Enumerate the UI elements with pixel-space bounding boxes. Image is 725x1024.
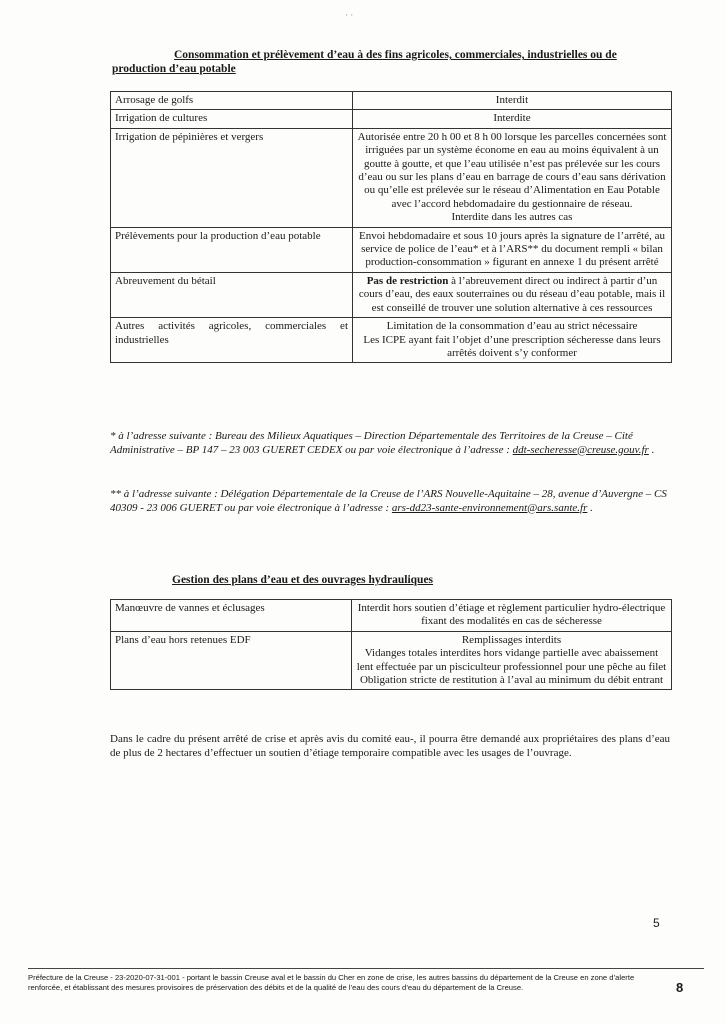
rule-text: Limitation de la consommation d’eau au strict nécessaire [386,320,638,333]
table-row [111,631,672,690]
consommation-table [110,91,672,363]
email-link-ddt[interactable]: ddt-secheresse@creuse.gouv.fr [512,443,649,456]
activity-cell: Autres activités agricoles, commerciales et industrielles [111,318,353,363]
table-row [111,128,672,227]
page-number: 5 [653,916,660,930]
activity-cell: Plans d’eau hors retenues EDF [111,631,352,690]
rule-line: Vidanges totales interdites hors vidange partielle avec abaissement lent effectuée par un pisciculteur professionnel pour une pêche au filet [356,647,667,673]
rule-text: à l’abreuvement direct ou indirect à partir d’un cours d’eau, des eaux souterraines ou du réseau d’eau potable, mais il est conseillé de trouver une solution alternative à ces ressources [358,274,666,314]
rule-line: Obligation stricte de restitution à l’aval au minimum du débit entrant [359,674,664,687]
activity-cell: Irrigation de cultures [111,110,353,128]
table-row [111,110,672,128]
footer-page-number: 8 [676,980,684,995]
table-row [111,92,672,110]
activity-cell: Abreuvement du bétail [111,272,353,317]
rule-text: Autorisée entre 20 h 00 et 8 h 00 lorsque les parcelles concernées sont irriguées par un système économe en eau au moins équivalent à un goutte à goutte, et que l’eau utilisée n’est pas prélevée sur les cours d’eau ou sur les plans d’eau en barrage de cours d’eau sans dérivation ou qu’elle est prélevée sur le réseau d’Alimentation en Eau Potable avec l’accord hebdomadaire du gestionnaire de réseau. [357,130,667,210]
footnote-ars [110,488,670,515]
activity-cell: Arrosage de golfs [111,92,353,110]
rule-cell [353,318,672,363]
email-link-ars[interactable]: ars-dd23-sante-environnement@ars.sante.fr [391,501,588,514]
section-title-line2: production d’eau potable [112,63,236,75]
activity-cell: Prélèvements pour la production d’eau potable [111,227,353,272]
footnote-text: * à l’adresse suivante : Bureau des Milieux Aquatiques – Direction Départementale des Territoires de la Creuse – Cité Administrative – BP 147 – 23 003 GUERET CEDEX ou par voie électronique à l’adresse : [110,430,633,456]
activity-cell: Manœuvre de vannes et éclusages [111,600,352,632]
footnote-ddt [110,430,670,457]
rule-extra-text: Les ICPE ayant fait l’objet d’une prescription sécheresse dans leurs arrêtés doivent s’y conformer [363,333,661,359]
rule-cell: Interdite [353,110,672,128]
rule-lead-text: Pas de restriction [366,274,449,287]
rule-cell: Interdit hors soutien d’étiage et règlement particulier hydro-électrique fixant des modalités en cas de sécheresse [352,600,672,632]
footnote-end: . [587,501,593,514]
rule-line: Remplissages interdits [461,633,562,646]
section-title-line1: Consommation et prélèvement d’eau à des fins agricoles, commerciales, industrielles ou de [174,49,617,61]
rule-cell: Interdit [353,92,672,110]
footnote-text: ** à l’adresse suivante : Délégation Départementale de la Creuse de l’ARS Nouvelle-Aquitaine – 28, avenue d’Auvergne – CS 40309 - 23 006 GUERET ou par voie électronique à l’adresse : [110,488,667,514]
rule-cell [353,128,672,227]
table-row [111,227,672,272]
table-row [111,600,672,632]
footer-divider [28,968,704,969]
body-paragraph: Dans le cadre du présent arrêté de crise et après avis du comité eau-, il pourra être demandé aux propriétaires des plans d’eau de plus de 2 hectares d’effectuer un soutien d’étiage temporaire compatible avec les usages de l’ouvrage. [110,733,670,759]
section-title-consommation [112,48,672,76]
rule-cell [353,272,672,317]
footer-text: Préfecture de la Creuse - 23-2020-07-31-001 - portant le bassin Creuse aval et le bassin du Cher en zone de crise, les autres bassins du département de la Creuse en zone d’alerte renforcée, et établissant des mesures provisoires de préservation des débits et de la qualité de l’eau des cours d’eau du département de la Creuse. [28,973,635,992]
rule-cell: Envoi hebdomadaire et sous 10 jours après la signature de l’arrêté, au service de police de l’eau* et à l’ARS** du document rempli « bilan production-consommation » figurant en annexe 1 du présent arrêté [353,227,672,272]
footnote-end: . [648,443,655,456]
rule-cell [352,631,672,690]
rule-extra-text: Interdite dans les autres cas [451,211,573,224]
table-row [111,272,672,317]
plans-eau-table [110,599,672,690]
section-title-plans-eau: Gestion des plans d’eau et des ouvrages hydrauliques [172,574,434,586]
activity-cell: Irrigation de pépinières et vergers [111,128,353,227]
table-row [111,318,672,363]
scan-marks: · · [345,10,354,20]
